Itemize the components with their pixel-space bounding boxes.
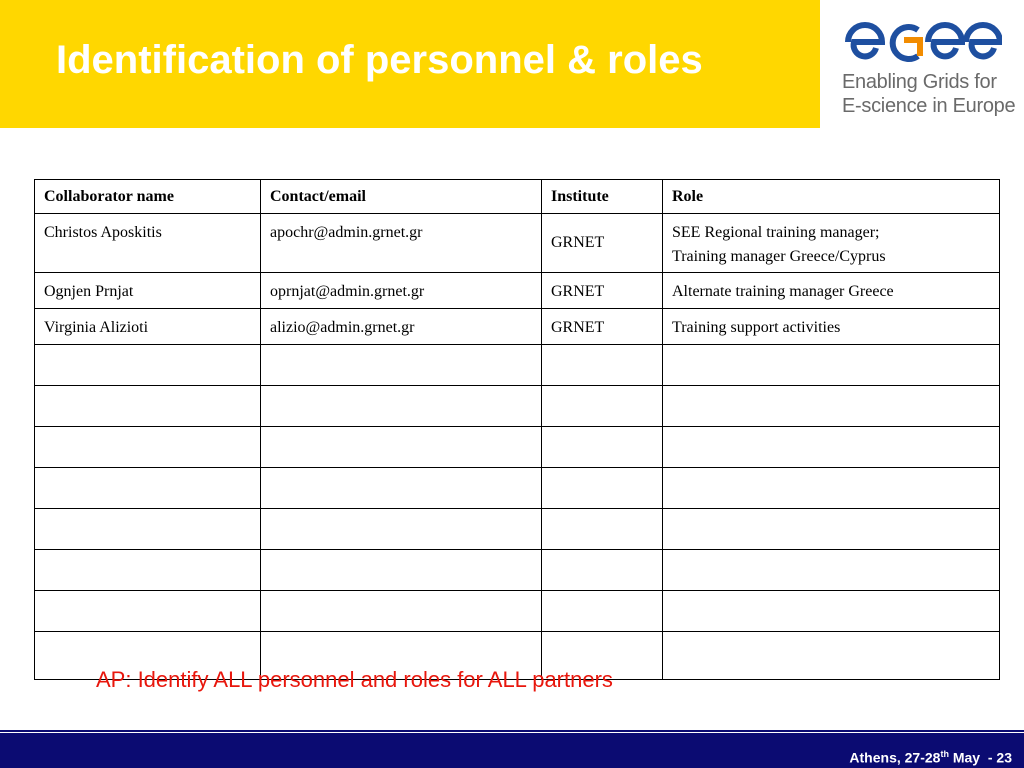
footer-location: Athens, 27-28 (849, 749, 941, 766)
cell-email: apochr@admin.grnet.gr (261, 214, 542, 273)
role-line-2: Training manager Greece/Cyprus (672, 248, 886, 265)
table-header-row (35, 180, 1000, 214)
empty-row (35, 468, 1000, 509)
empty-cell (663, 632, 1000, 680)
empty-cell (663, 509, 1000, 550)
cell-role: Alternate training manager Greece (663, 273, 1000, 309)
empty-cell (542, 550, 663, 591)
role-line-1: SEE Regional training manager; (672, 224, 880, 241)
footer-caption (849, 749, 1012, 766)
empty-row (35, 386, 1000, 427)
empty-cell (261, 427, 542, 468)
cell-email: oprnjat@admin.grnet.gr (261, 273, 542, 309)
empty-cell (542, 509, 663, 550)
cell-name: Ognjen Prnjat (35, 273, 261, 309)
empty-cell (35, 345, 261, 386)
column-header-email: Contact/email (261, 180, 542, 214)
empty-cell (261, 468, 542, 509)
empty-cell (35, 509, 261, 550)
empty-cell (542, 386, 663, 427)
page-title: Identification of personnel & roles (56, 38, 703, 82)
empty-cell (542, 468, 663, 509)
personnel-table (34, 179, 1000, 680)
cell-name: Virginia Alizioti (35, 309, 261, 345)
action-point-note: AP: Identify ALL personnel and roles for ALL partners (96, 667, 613, 692)
cell-institute: GRNET (542, 273, 663, 309)
empty-cell (261, 550, 542, 591)
empty-row (35, 550, 1000, 591)
empty-cell (663, 427, 1000, 468)
empty-cell (35, 550, 261, 591)
tagline-line-2: E-science in Europe (842, 95, 1016, 117)
empty-cell (261, 509, 542, 550)
page-number: 23 (996, 749, 1012, 766)
table-row (35, 309, 1000, 345)
empty-cell (261, 386, 542, 427)
table-row (35, 273, 1000, 309)
cell-role (663, 214, 1000, 273)
empty-cell (663, 386, 1000, 427)
empty-cell (542, 591, 663, 632)
empty-cell (663, 550, 1000, 591)
empty-cell (35, 386, 261, 427)
empty-cell (663, 591, 1000, 632)
empty-row (35, 427, 1000, 468)
title-banner (0, 0, 820, 128)
footer-ordinal: th (940, 749, 949, 759)
empty-cell (663, 468, 1000, 509)
empty-cell (663, 345, 1000, 386)
empty-cell (542, 345, 663, 386)
egee-wordmark-icon (842, 16, 1002, 66)
empty-cell (261, 591, 542, 632)
footer-divider (0, 730, 1024, 732)
cell-role: Training support activities (663, 309, 1000, 345)
logo-tagline (842, 70, 1015, 118)
footer-separator: - (987, 749, 993, 766)
empty-row (35, 591, 1000, 632)
column-header-role: Role (663, 180, 1000, 214)
cell-institute: GRNET (542, 214, 663, 273)
tagline-line-1: Enabling Grids for (842, 71, 997, 93)
column-header-institute: Institute (542, 180, 663, 214)
column-header-name: Collaborator name (35, 180, 261, 214)
egee-logo (820, 0, 1024, 128)
table-row (35, 214, 1000, 273)
cell-name: Christos Aposkitis (35, 214, 261, 273)
empty-cell (35, 427, 261, 468)
empty-cell (261, 345, 542, 386)
empty-row (35, 509, 1000, 550)
empty-cell (35, 468, 261, 509)
cell-institute: GRNET (542, 309, 663, 345)
empty-cell (35, 591, 261, 632)
footer-month: May (952, 749, 981, 766)
cell-email: alizio@admin.grnet.gr (261, 309, 542, 345)
empty-row (35, 345, 1000, 386)
empty-cell (542, 427, 663, 468)
